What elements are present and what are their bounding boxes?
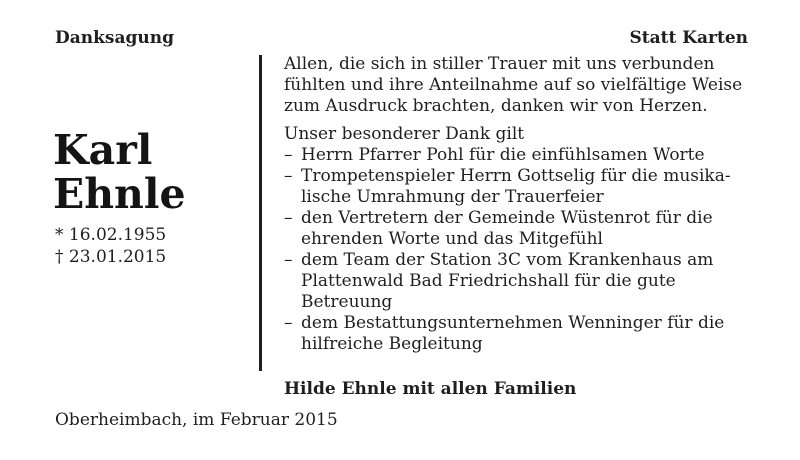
- deceased-last-name: Ehnle: [53, 170, 186, 218]
- thanks-item-line: lische Umrahmung der Trauerfeier: [301, 187, 604, 207]
- intro-line: Allen, die sich in stiller Trauer mit uns verbunden: [284, 54, 715, 74]
- thanks-item-line: dem Bestattungsunternehmen Wenninger für die: [301, 313, 725, 333]
- dash-bullet: –: [284, 208, 293, 228]
- thanks-list: [284, 145, 754, 355]
- deceased-name: [53, 128, 186, 216]
- intro-line: fühlten und ihre Anteilnahme auf so vielfältige Weise: [284, 75, 743, 95]
- thanks-item-line: Herrn Pfarrer Pohl für die einfühlsamen Worte: [301, 145, 705, 165]
- thanks-item-line: den Vertretern der Gemeinde Wüstenrot für die: [301, 208, 713, 228]
- thanks-item: [284, 250, 754, 313]
- dash-bullet: –: [284, 313, 293, 333]
- thanks-item-line: ehrenden Worte und das Mitgefühl: [301, 229, 603, 249]
- thanks-text: [284, 54, 754, 355]
- thanks-item-line: dem Team der Station 3C vom Krankenhaus am: [301, 250, 714, 270]
- birth-date: * 16.02.1955: [55, 225, 167, 245]
- thanks-item-line: Betreuung: [301, 292, 393, 312]
- death-date: † 23.01.2015: [55, 247, 167, 267]
- thanks-heading: Unser besonderer Dank gilt: [284, 124, 525, 144]
- signature: Hilde Ehnle mit allen Familien: [284, 379, 577, 399]
- thanks-item-line: Trompetenspieler Herrn Gottselig für die musika-: [301, 166, 731, 186]
- dash-bullet: –: [284, 145, 293, 165]
- thanks-item-line: Plattenwald Bad Friedrichshall für die gute: [301, 271, 676, 291]
- deceased-first-name: Karl: [53, 126, 153, 174]
- dash-bullet: –: [284, 166, 293, 186]
- vertical-divider: [259, 55, 262, 371]
- thanks-item-line: hilfreiche Begleitung: [301, 334, 483, 354]
- life-dates: [55, 224, 166, 268]
- dash-bullet: –: [284, 250, 293, 270]
- intro-paragraph: [284, 54, 754, 117]
- notice-heading: Danksagung: [55, 28, 174, 48]
- thanks-item: [284, 145, 754, 166]
- thanks-item: [284, 208, 754, 250]
- thanks-item: [284, 313, 754, 355]
- thanks-item: [284, 166, 754, 208]
- intro-line: zum Ausdruck brachten, danken wir von Herzen.: [284, 96, 708, 116]
- notice-subheading: Statt Karten: [629, 28, 748, 48]
- place-date: Oberheimbach, im Februar 2015: [55, 410, 338, 430]
